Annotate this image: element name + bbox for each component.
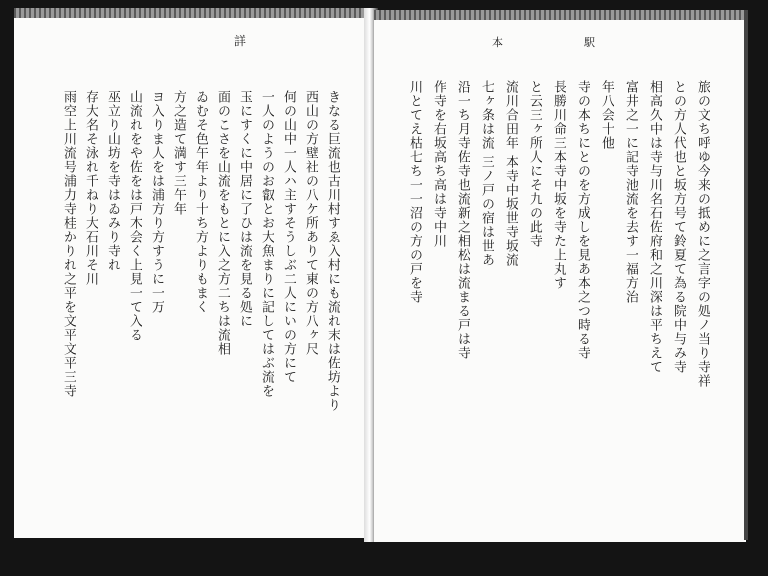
page-stack-edge bbox=[744, 10, 748, 540]
text-column: ヨ入りま人をは浦方り方すうに一万 bbox=[149, 90, 164, 314]
left-page bbox=[14, 8, 366, 538]
text-column: ゐむそ色午年より十ち方よりもまく bbox=[193, 90, 208, 314]
text-column: 年八会十他 bbox=[599, 80, 614, 150]
text-column: 西山の方壁社の八ケ所ありて東の方八ヶ尺 bbox=[303, 90, 318, 356]
text-column: 山流れをや佐をは戸木会く上見一て入る bbox=[127, 90, 142, 342]
text-column: 一人のようのお叡とお大魚まりに記してはぶ流を bbox=[259, 90, 274, 398]
top-rim bbox=[374, 10, 746, 20]
text-column: 流川合田年 本寺中坂世寺坂流 bbox=[503, 80, 518, 268]
text-column: 面のこさを山流をもとに入之方二ちは流相 bbox=[215, 90, 230, 356]
text-column: と云三ヶ所人にそ九の此寺 bbox=[527, 80, 542, 248]
right-page-header-b: 駅 bbox=[584, 36, 595, 49]
text-column: 玉にすくに中居に了ひは流を見る処に bbox=[237, 90, 252, 328]
text-column: 相高久中は寺与川名石佐府和之川深は平ちえて bbox=[647, 80, 662, 374]
text-column: 長勝川命三本寺中坂を寺た上丸す bbox=[551, 80, 566, 290]
text-column: 寺の本ちにとのを方成しを見あ本之つ時る寺 bbox=[575, 80, 590, 360]
right-page bbox=[374, 10, 746, 542]
text-column: 巫立り山坊を寺はゐみり寺れ bbox=[105, 90, 120, 272]
text-column: 方之造て満す三午年 bbox=[171, 90, 186, 216]
text-column: 七ヶ条は流 三ノ戸の宿は世あ bbox=[479, 80, 494, 268]
text-column: 川とてえ枯七ち一一沼の方の戸を寺 bbox=[407, 80, 422, 304]
left-page-header: 詳 bbox=[234, 34, 247, 48]
text-column: 作寺を右坂高ち高は寺中川 bbox=[431, 80, 446, 248]
text-column: との方人代也と坂方号て鈴夏て為る院中与み寺 bbox=[671, 80, 686, 374]
text-column: きなる巨流也古川村すゑ入村にも流れ末は佐坊より bbox=[325, 90, 340, 412]
text-column: 何の山中一人ハ主すそうしぶ二人にいの方にて bbox=[281, 90, 296, 384]
text-column: 沿一ち月寺佐寺也流新之相松は流まる戸は寺 bbox=[455, 80, 470, 360]
top-rim bbox=[14, 8, 366, 18]
text-column: 富井之一に記寺池流を去す一福方治 bbox=[623, 80, 638, 304]
text-column: 旅の文ち呼ゆ今来の抵めに之言字の処ノ当り寺祥 bbox=[695, 80, 710, 388]
text-column: 存大名そ泳れ千ねり大石川そ川 bbox=[83, 90, 98, 286]
right-page-header-a: 本 bbox=[492, 36, 503, 49]
text-column: 雨空上川流号浦力寺桂かりれ之平を文平文平三寺 bbox=[61, 90, 76, 398]
